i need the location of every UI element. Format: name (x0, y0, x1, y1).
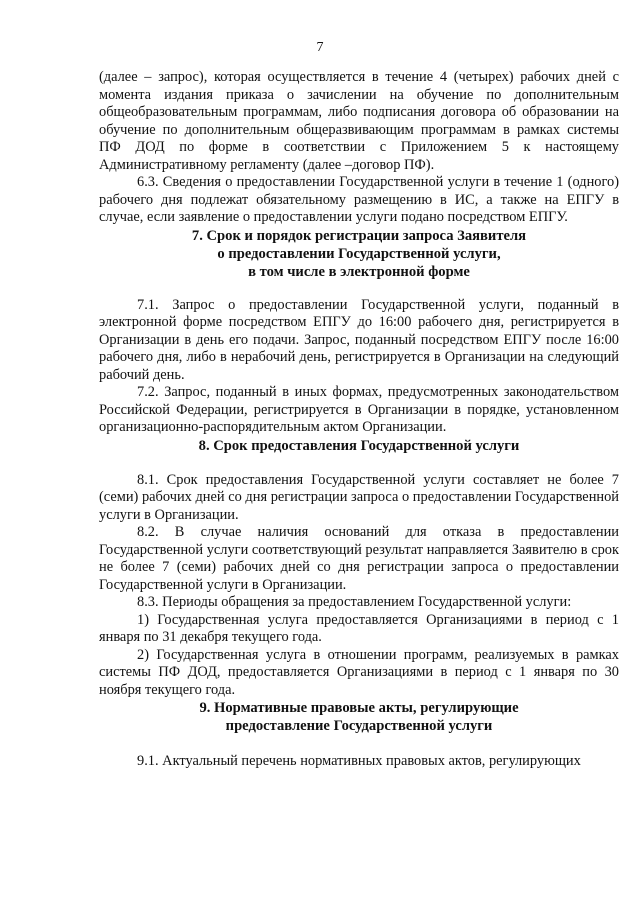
paragraph-8-3-item-2: 2) Государственная услуга в отношении программ, реализуемых в рамках системы ПФ ДОД, предоставляется Организациями в период с 1 января по 30 ноября текущего года. (99, 646, 619, 698)
paragraph-7-2: 7.2. Запрос, поданный в иных формах, предусмотренных законодательством Российской Федерации, регистрируется в Организации в порядке, установленном организационно-распорядительным актом Организации. (99, 384, 619, 435)
paragraph-7-1: 7.1. Запрос о предоставлении Государственной услуги, поданный в электронной форме посредством ЕПГУ до 16:00 рабочего дня, регистрируется в Организации в день его подачи. Запрос, поданный посредством ЕПГУ после 16:00 рабочего дня, либо в нерабочий день, регистрируется в Организации на следующий рабочий день. (99, 296, 619, 383)
section-8-heading (99, 437, 619, 455)
paragraph-6-2-continuation: (далее – запрос), которая осуществляется в течение 4 (четырех) рабочих дней с момента издания приказа о зачислении на обучение по дополнительным общеобразовательным программам, либо подписания договора об образовании на обучение по дополнительным общеразвивающим программам в рамках системы ПФ ДОД по форме в соответствии с Приложением 5 к настоящему Административному регламенту (далее –договор ПФ). (99, 69, 619, 173)
section-7-heading-line: 7. Срок и порядок регистрации запроса Заявителя (191, 227, 527, 244)
paragraph-8-3: 8.3. Периоды обращения за предоставлением Государственной услуги: (137, 594, 572, 610)
paragraph-6-3: 6.3. Сведения о предоставлении Государственной услуги в течение 1 (одного) рабочего дня подлежат обязательному размещению в ИС, а также на ЕПГУ в случае, если заявление о предоставлении услуги подано посредством ЕПГУ. (99, 174, 619, 225)
section-8-heading-line: 8. Срок предоставления Государственной услуги (198, 437, 520, 454)
section-9-heading-line: предоставление Государственной услуги (225, 718, 493, 734)
section-9-heading-line: 9. Нормативные правовые акты, регулирующие (199, 700, 519, 716)
paragraph-9-1: 9.1. Актуальный перечень нормативных правовых актов, регулирующих (137, 753, 581, 769)
paragraph-8-1: 8.1. Срок предоставления Государственной услуги составляет не более 7 (семи) рабочих дней со дня регистрации запроса о предоставлении Государственной услуги в Организации. (99, 471, 619, 523)
section-7-heading-line: в том числе в электронной форме (248, 263, 470, 280)
section-9-heading (99, 699, 619, 735)
section-7-heading-line: о предоставлении Государственной услуги, (217, 245, 501, 262)
section-7-heading (99, 227, 619, 281)
paragraph-8-3-item-1: 1) Государственная услуга предоставляется Организациями в период с 1 января по 31 декабря текущего года. (99, 611, 619, 645)
page-number: 7 (316, 40, 324, 55)
paragraph-8-2: 8.2. В случае наличия оснований для отказа в предоставлении Государственной услуги соответствующий результат направляется Заявителю в срок не более 7 (семи) рабочих дней со дня регистрации запроса о предоставлении Государственной услуги в Организации. (99, 524, 619, 593)
page-body (99, 69, 619, 771)
